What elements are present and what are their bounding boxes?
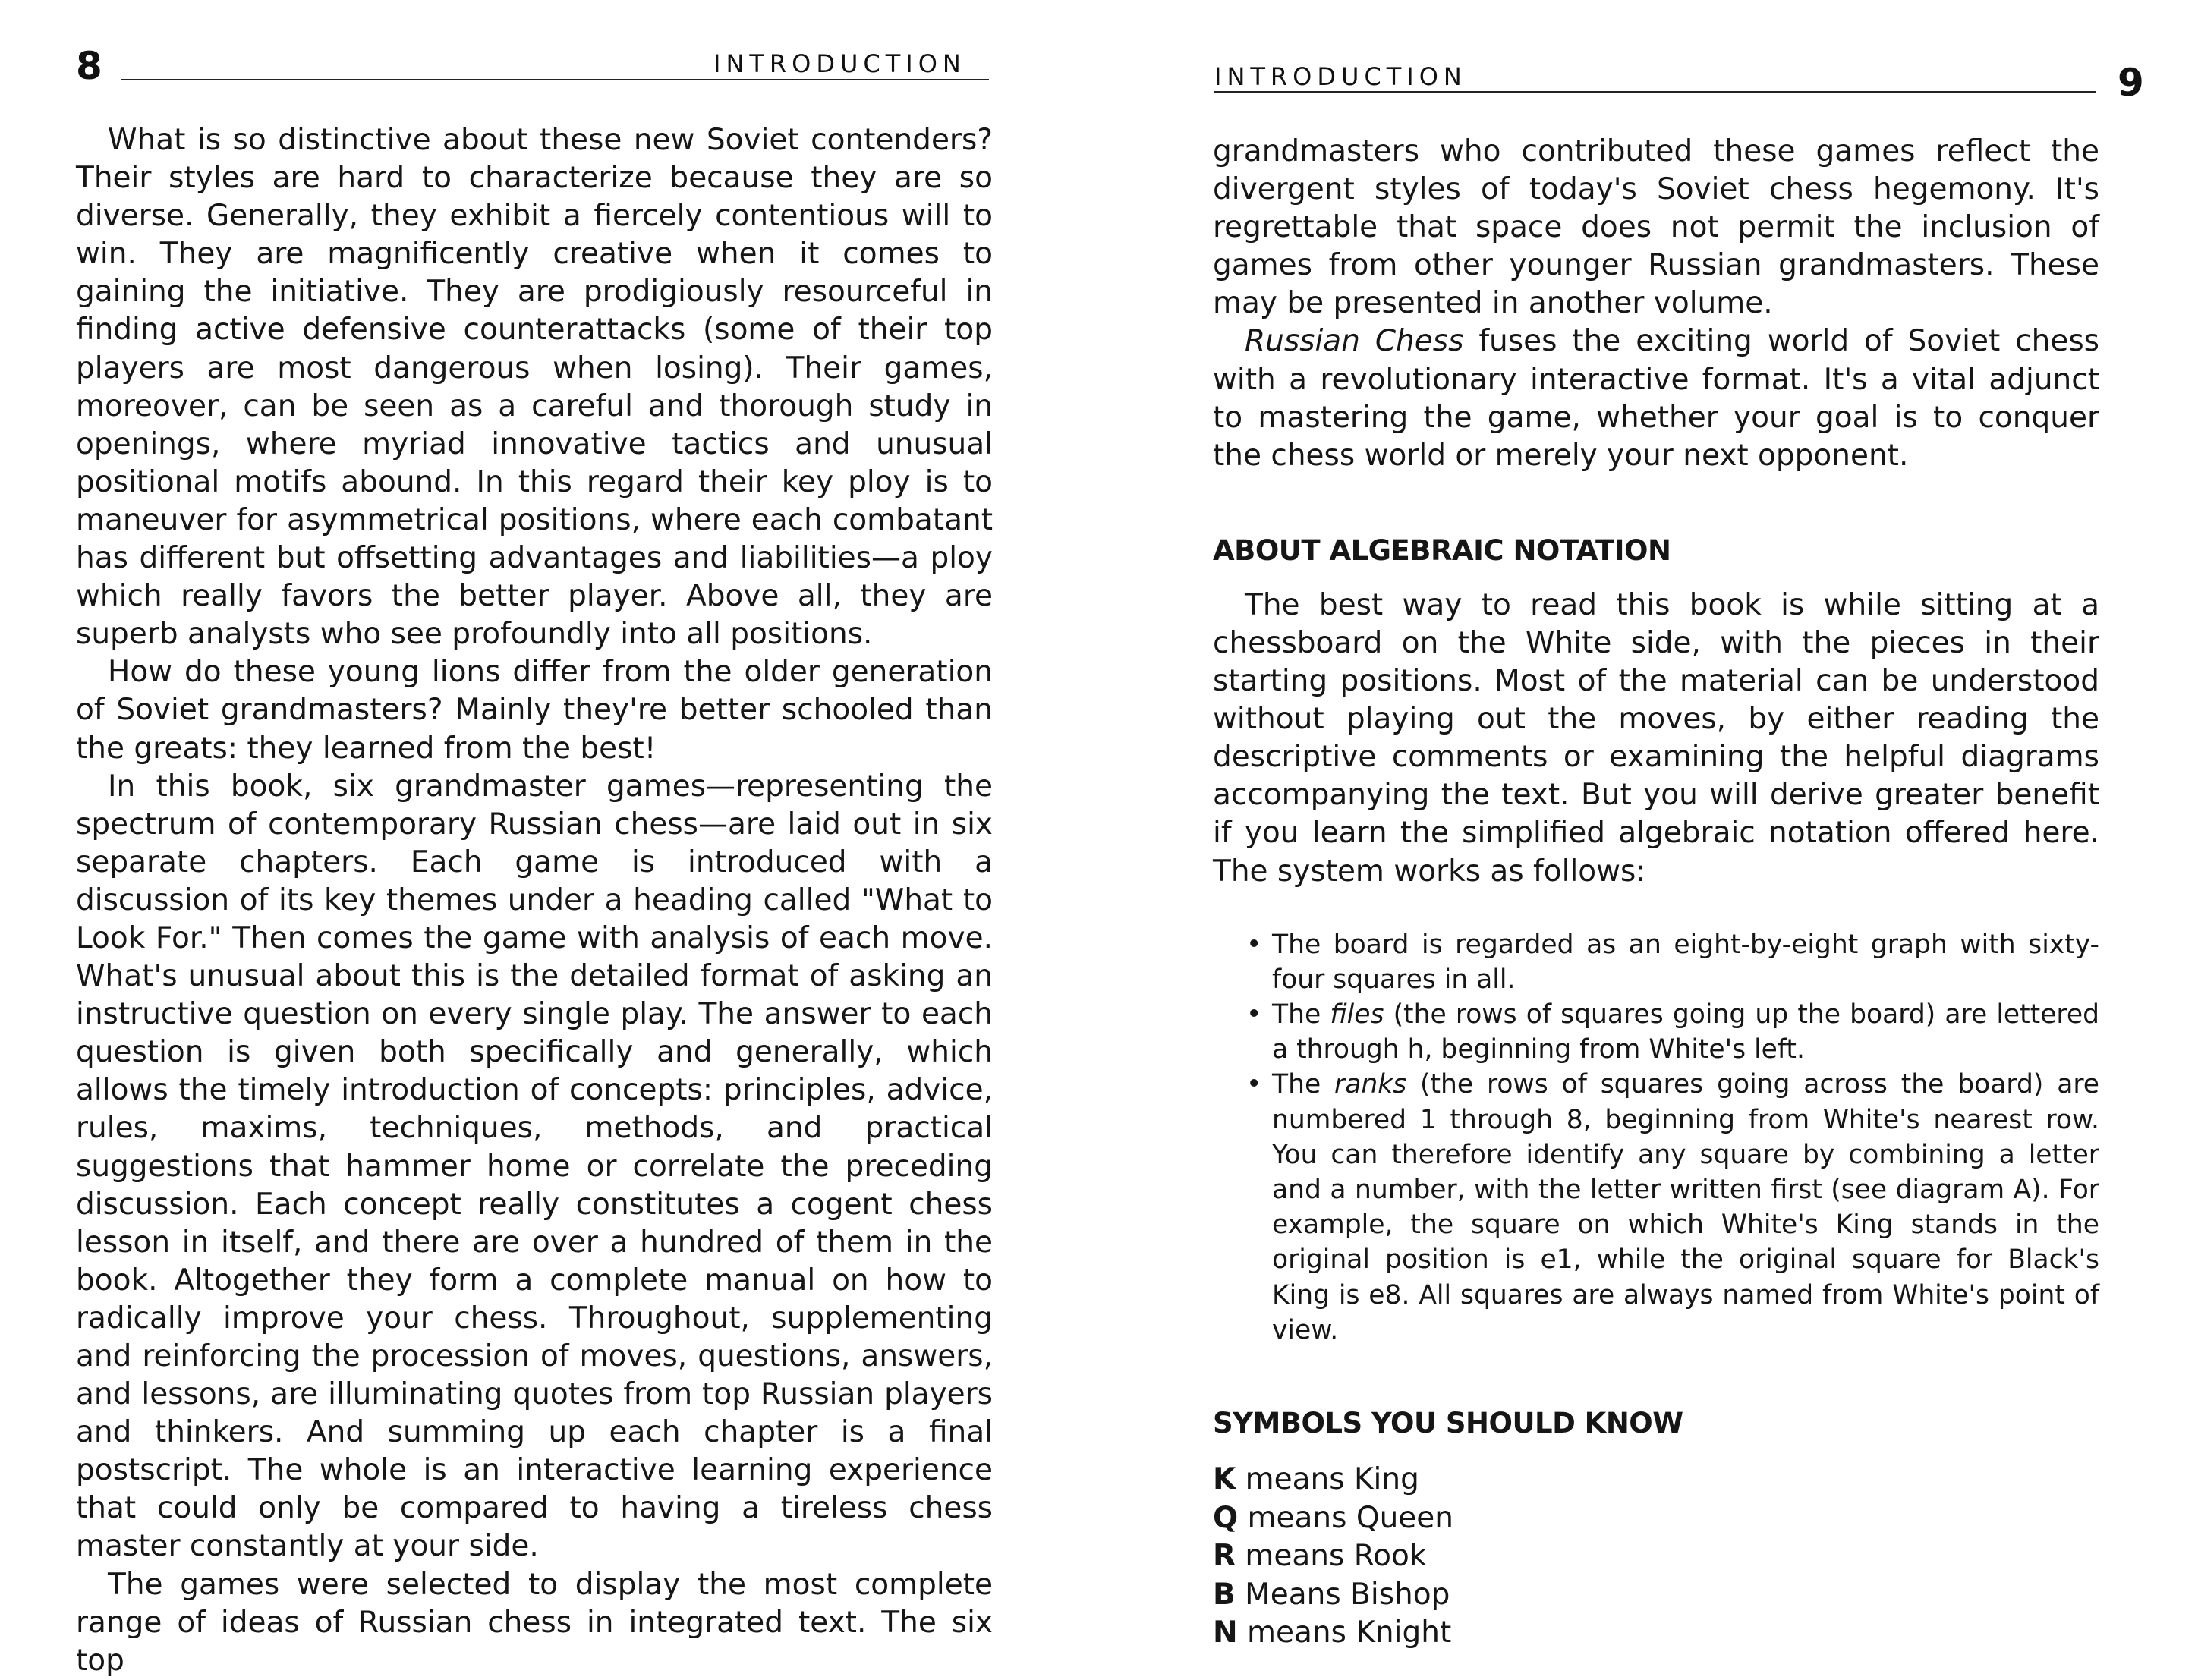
symbol-letter: B [1213,1577,1236,1612]
notation-bullet-list [1213,927,2099,1348]
symbol-meaning: means King [1236,1462,1419,1497]
symbol-item [1213,1461,2099,1499]
header-rule [121,79,989,80]
bullet-item: • The board is regarded as an eight-by-eight graph with sixty-four squares in all. [1272,927,2099,997]
symbol-meaning: means Rook [1236,1539,1427,1574]
symbol-meaning: means Queen [1238,1500,1453,1535]
symbol-meaning: means Knight [1237,1616,1452,1650]
term-ranks: ranks [1334,1069,1407,1100]
bullet-item [1272,997,2099,1067]
paragraph: grandmasters who contributed these games reflect the divergent styles of today's Soviet chess hegemony. It's regrettable that space does not permit the inclusion of games from other younger Russian grandmasters. These may be presented in another volume. [1213,134,2099,321]
page-number: 8 [76,44,102,88]
page-number: 9 [2118,61,2144,105]
paragraph: The games were selected to display the most complete range of ideas of Russian chess in integrated text. The six top [76,1567,993,1678]
paragraph [1213,322,2099,474]
bullet-text: The [1272,999,1330,1030]
symbol-letter: Q [1213,1500,1239,1535]
symbols-list [1213,1461,2099,1653]
symbol-letter: K [1213,1462,1236,1497]
paragraph: In this book, six grandmaster games—representing the spectrum of contemporary Russian chess—are laid out in six separate chapters. Each game is introduced with a discussion of its key themes under a heading called "What to Look For." Then comes the game with analysis of each move. What's unusual about this is the detailed format of asking an instructive question on every single play. The answer to each question is given both specifically and generally, which allows the timely introduction of concepts: principles, advice, rules, maxims, techniques, methods, and practical suggestions that hammer home or correlate the preceding discussion. Each concept really constitutes a cogent chess lesson in itself, and there are over a hundred of them in the book. Altogether they form a complete manual on how to radically improve your chess. Throughout, supplementing and reinforcing the procession of moves, questions, answers, and lessons, are illuminating quotes from top Russian players and thinkers. And summing up each chapter is a final postscript. The whole is an interactive learning experience that could only be compared to having a tireless chess master constantly at your side. [76,769,993,1564]
paragraph: How do these young lions differ from the older generation of Soviet grandmasters? Mainly they're better schooled than the greats: they learned from the best! [76,655,993,766]
symbol-item [1213,1576,2099,1615]
running-head: INTRODUCTION [1214,62,1467,91]
paragraph: What is so distinctive about these new Soviet contenders? Their styles are hard to characterize because they are so diverse. Generally, they exhibit a fiercely contentious will to win. They are magnificently creative when it comes to gaining the initiative. They are prodigiously resourceful in finding active defensive counterattacks (some of their top players are most dangerous when losing). Their games, moreover, can be seen as a careful and thorough study in openings, where myriad innovative tactics and unusual positional motifs abound. In this regard their key ploy is to maneuver for asymmetrical positions, where each combatant has different but offsetting advantages and liabilities—a ploy which really favors the better player. Above all, they are superb analysts who see profoundly into all positions. [76,123,993,652]
symbol-meaning: Means Bishop [1235,1577,1450,1612]
term-files: files [1330,999,1384,1030]
symbol-item [1213,1499,2099,1538]
symbol-item [1213,1537,2099,1576]
section-heading-symbols: SYMBOLS YOU SHOULD KNOW [1213,1407,1683,1440]
section-heading-algebraic-notation: ABOUT ALGEBRAIC NOTATION [1213,533,1671,567]
right-page [1099,0,2198,1678]
left-page [0,0,1099,1678]
paragraph: The best way to read this book is while sitting at a chessboard on the White side, with the pieces in their starting positions. Most of the material can be understood without playing out the moves, by either reading the descriptive comments or examining the helpful diagrams accompanying the text. But you will derive greater benefit if you learn the simplified algebraic notation offered here. The system works as follows: [1213,587,2099,889]
paragraph-text: fuses the exciting world of Soviet chess with a revolutionary interactive format. It's a vital adjunct to mastering the game, whether your goal is to conquer the chess world or merely your next opponent. [1213,324,2100,473]
book-title: Russian Chess [1245,324,1464,359]
bullet-text: The [1272,1069,1335,1100]
symbol-item [1213,1614,2099,1653]
right-body-text [1213,133,2099,1653]
bullet-item [1272,1067,2099,1348]
bullet-text: (the rows of squares going up the board) are lettered a through h, beginning from White's left. [1272,999,2099,1065]
symbol-letter: N [1213,1616,1238,1650]
symbol-letter: R [1213,1539,1236,1574]
header-rule [1214,91,2096,93]
bullet-text: (the rows of squares going across the board) are numbered 1 through 8, beginning from White's nearest row. You can therefore identify any square by combining a letter and a number, with the letter written first (see diagram A). For example, the square on which White's King stands in the original position is e1, while the original square for Black's King is e8. All squares are always named from White's point of view. [1272,1069,2099,1345]
left-body-text [76,121,993,1680]
running-head: INTRODUCTION [713,49,966,78]
